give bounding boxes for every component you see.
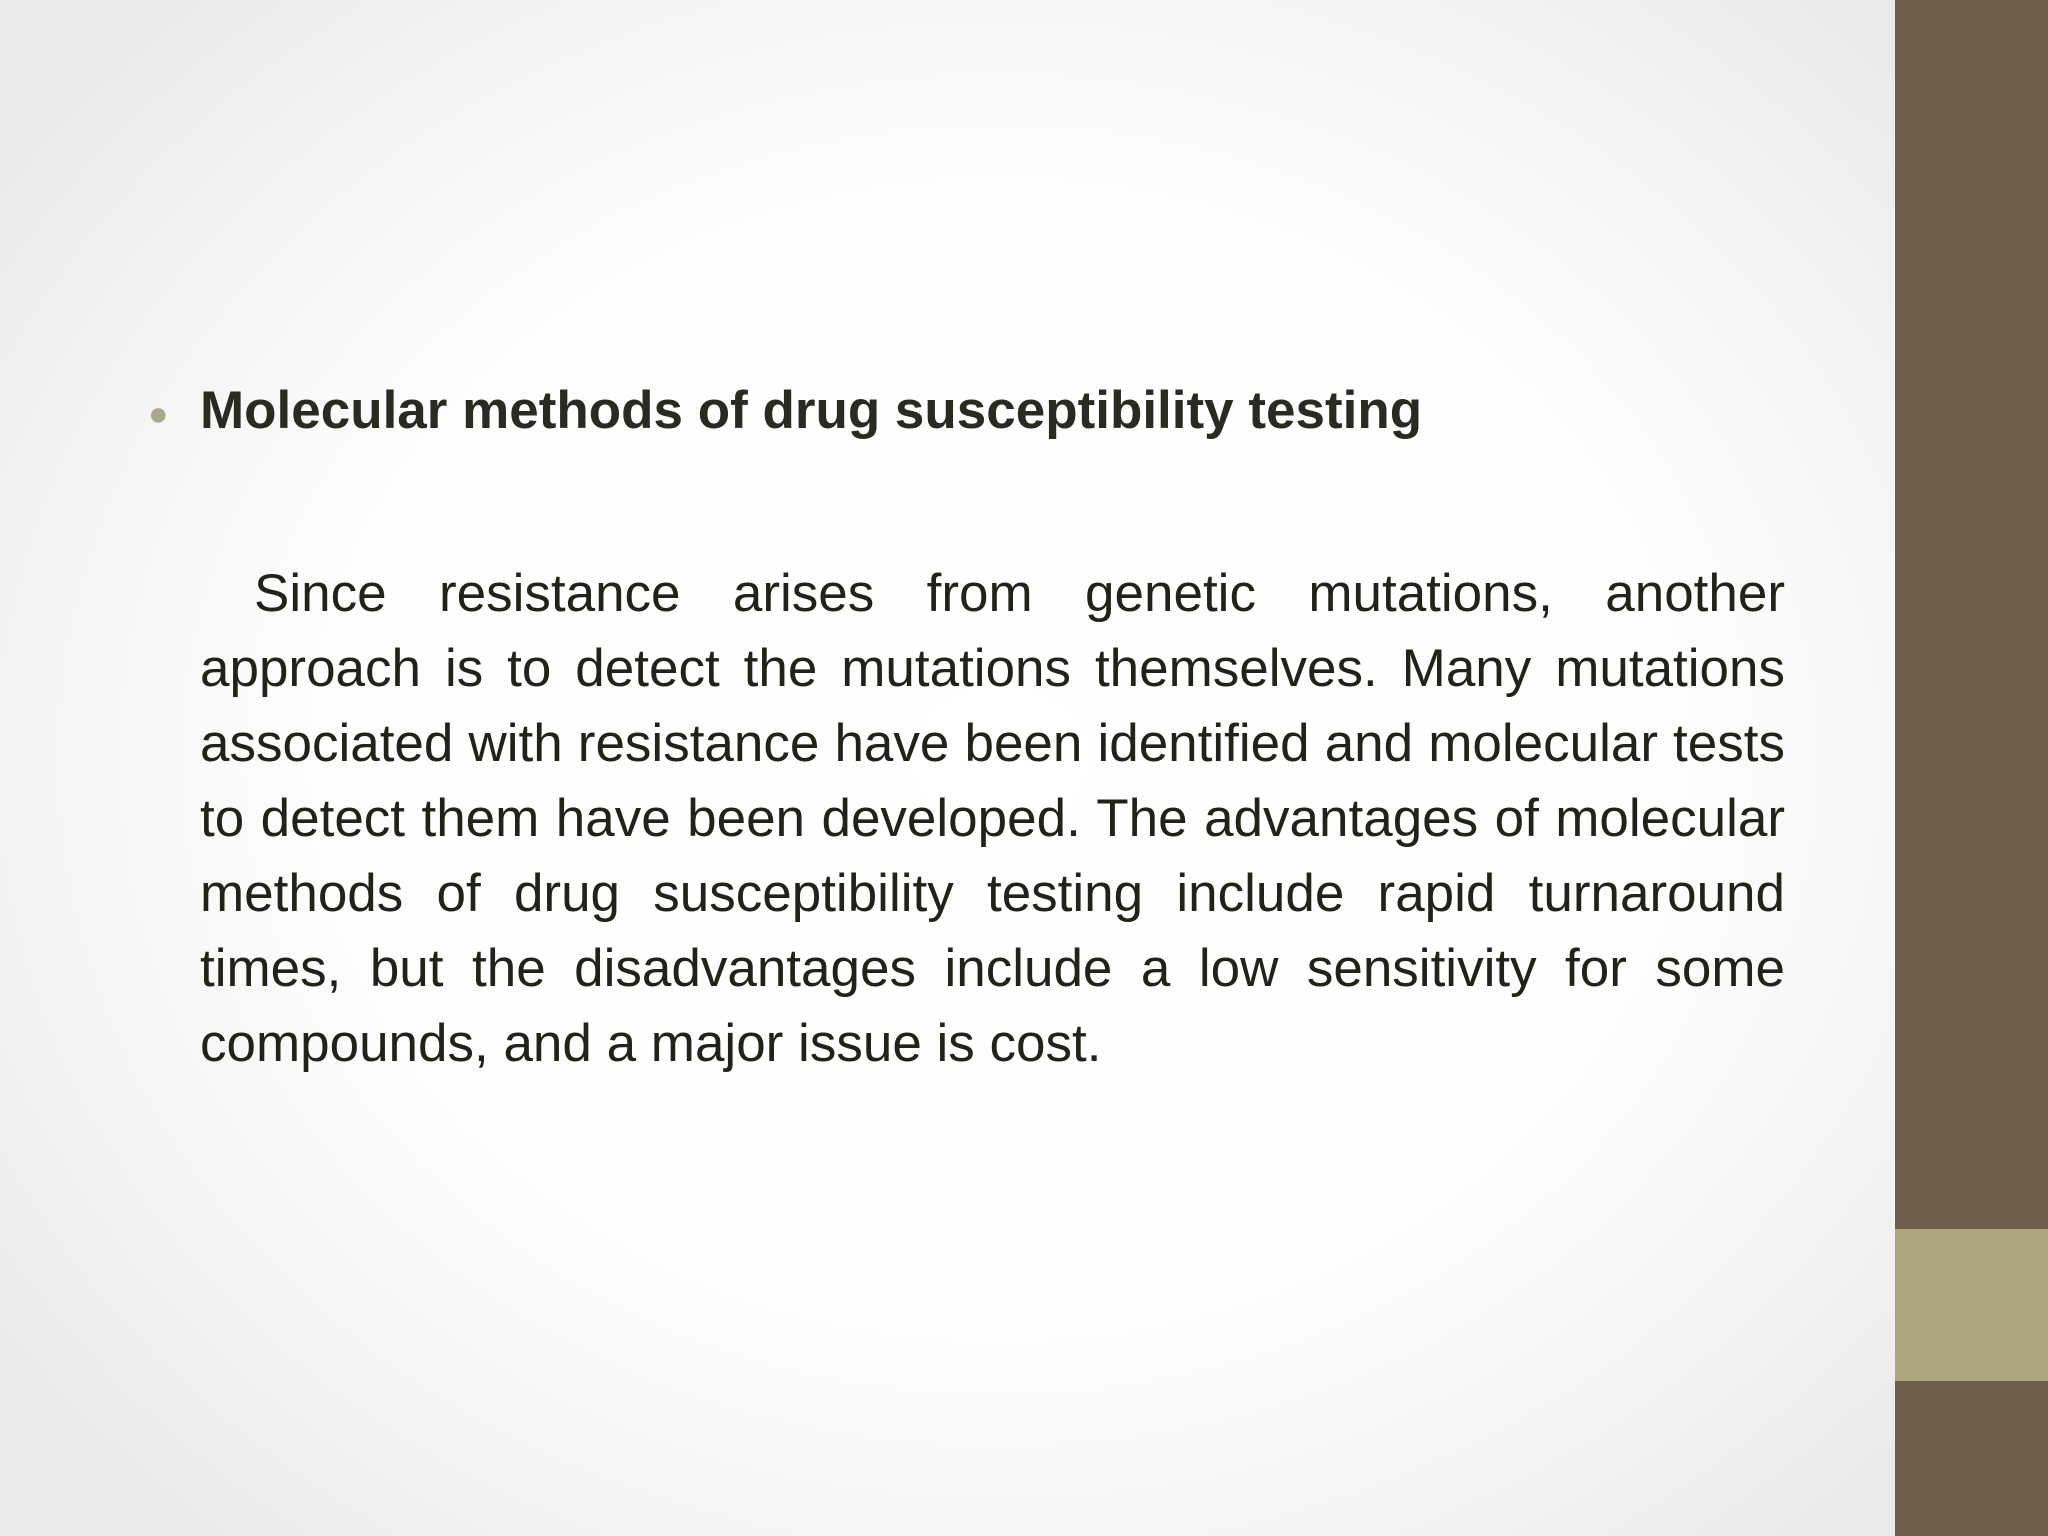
bullet-item [148,375,1788,455]
right-sidebar-accent-block [1895,1229,2048,1381]
bullet-dot-icon: ● [148,395,169,433]
body-paragraph: Since resistance arises from genetic mutations, another approach is to detect the mutations themselves. Many mutations associated with resistance have been identified and molecular tests to detect them have been developed. The advantages of molecular methods of drug susceptibility testing include rapid turnaround times, but the disadvantages include a low sensitivity for some compounds, and a major issue is cost. [200,564,1785,1073]
slide-heading: Molecular methods of drug susceptibility testing [200,381,1423,440]
